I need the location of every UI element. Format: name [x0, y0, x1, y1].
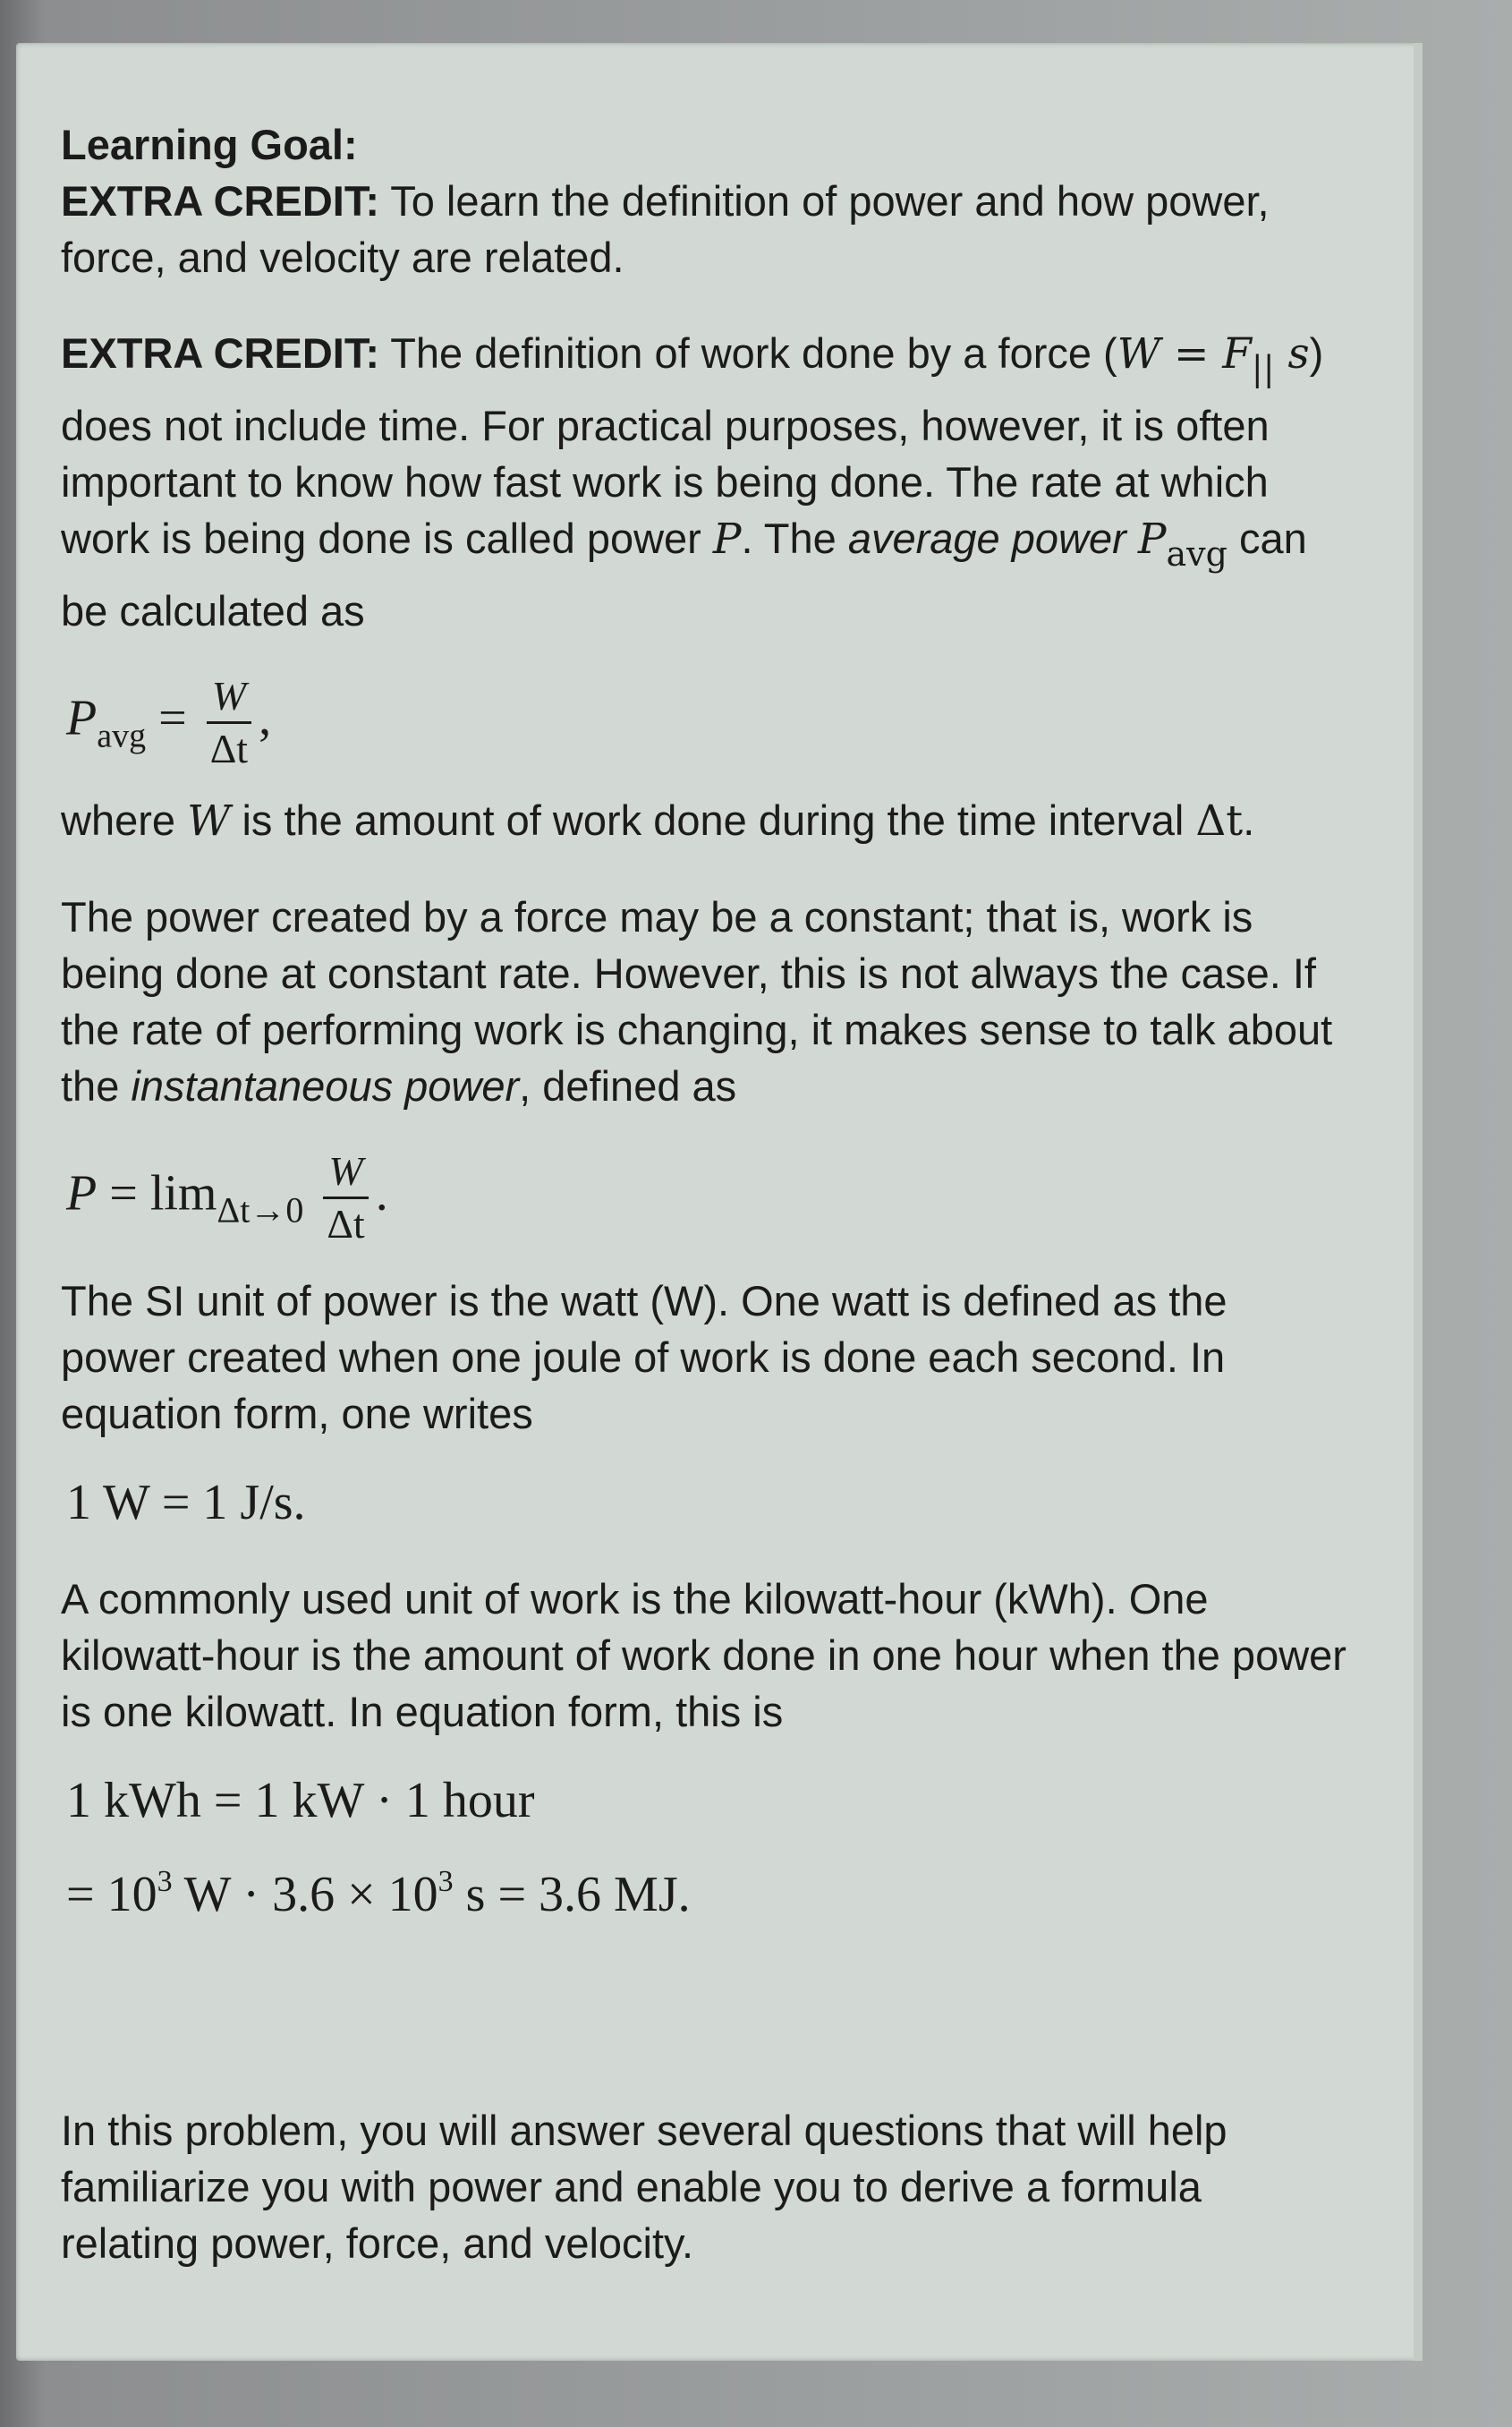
intro-text-a: The definition of work done by a force ( [379, 329, 1117, 377]
si-unit-paragraph: The SI unit of power is the watt (W). One watt is defined as the power created when one joule of work is done each second. In equation form, one writes [61, 1277, 1227, 1437]
avg-power-symbol: $P_{avg}$ [1137, 515, 1227, 574]
learning-goal [61, 116, 1349, 285]
kwh-equation-line-2: = $10^3$ $W \cdot 3.6 \times 10^3$ s = 3.6 MJ. [66, 1865, 691, 1922]
problem-panel [16, 43, 1423, 2361]
kwh-equation-line-1: 1 kWh = 1 kW · 1 hour [66, 1773, 535, 1828]
extra-credit-label: EXTRA CREDIT: [61, 177, 379, 225]
learning-goal-body: To learn the definition of power and how power, force, and velocity are related. [61, 177, 1270, 281]
instantaneous-paragraph: The power created by a force may be a constant; that is, work is being done at constant rate. However, this is not always the case. If the rate of performing work is changing, it makes sense to talk about the instantaneous power, defined as [61, 893, 1333, 1110]
watt-equation: 1 W = 1 J/s. [66, 1475, 306, 1530]
learning-goal-text [61, 173, 1349, 285]
instantaneous-power-term: instantaneous power [131, 1062, 520, 1110]
learning-goal-title: Learning Goal: [61, 121, 358, 168]
intro-text-b: ) does not include time. For practical purposes, however, it is often important to know how fast work is being done. The rate at which work is being done is called power [61, 329, 1324, 562]
intro-text-c: . The [741, 515, 848, 562]
closing-paragraph: In this problem, you will answer several questions that will help familiarize you with power and enable you to derive a formula relating power, force, and velocity. [61, 2107, 1227, 2267]
power-symbol: P [712, 515, 742, 564]
work-formula: $W = F_{||}$ s [1117, 329, 1310, 388]
instantaneous-power-equation: $P = \lim_{\Delta t\to 0}$ $\frac{W}{\Delta t}$ . [66, 1146, 1349, 1249]
work-intro-paragraph [61, 325, 1349, 639]
instantaneous-power-fraction: $\frac{W}{\Delta t}$ [321, 1146, 370, 1249]
average-power-equation: $P_{avg}$ = $\frac{W}{\Delta t}$ , [66, 671, 1349, 774]
kilowatt-hour-paragraph: A commonly used unit of work is the kilowatt-hour (kWh). One kilowatt-hour is the amount of work done in one hour when the power is one kilowatt. In equation form, this is [61, 1575, 1346, 1735]
extra-credit-label-2: EXTRA CREDIT: [61, 329, 379, 377]
intro-text-d: can be calculated as [61, 515, 1307, 634]
where-line: where W is the amount of work done during the time interval Δt. [61, 796, 1255, 846]
average-power-term: average power [847, 515, 1126, 562]
problem-content [61, 116, 1349, 2271]
average-power-fraction: $\frac{W}{\Delta t}$ [205, 671, 253, 774]
